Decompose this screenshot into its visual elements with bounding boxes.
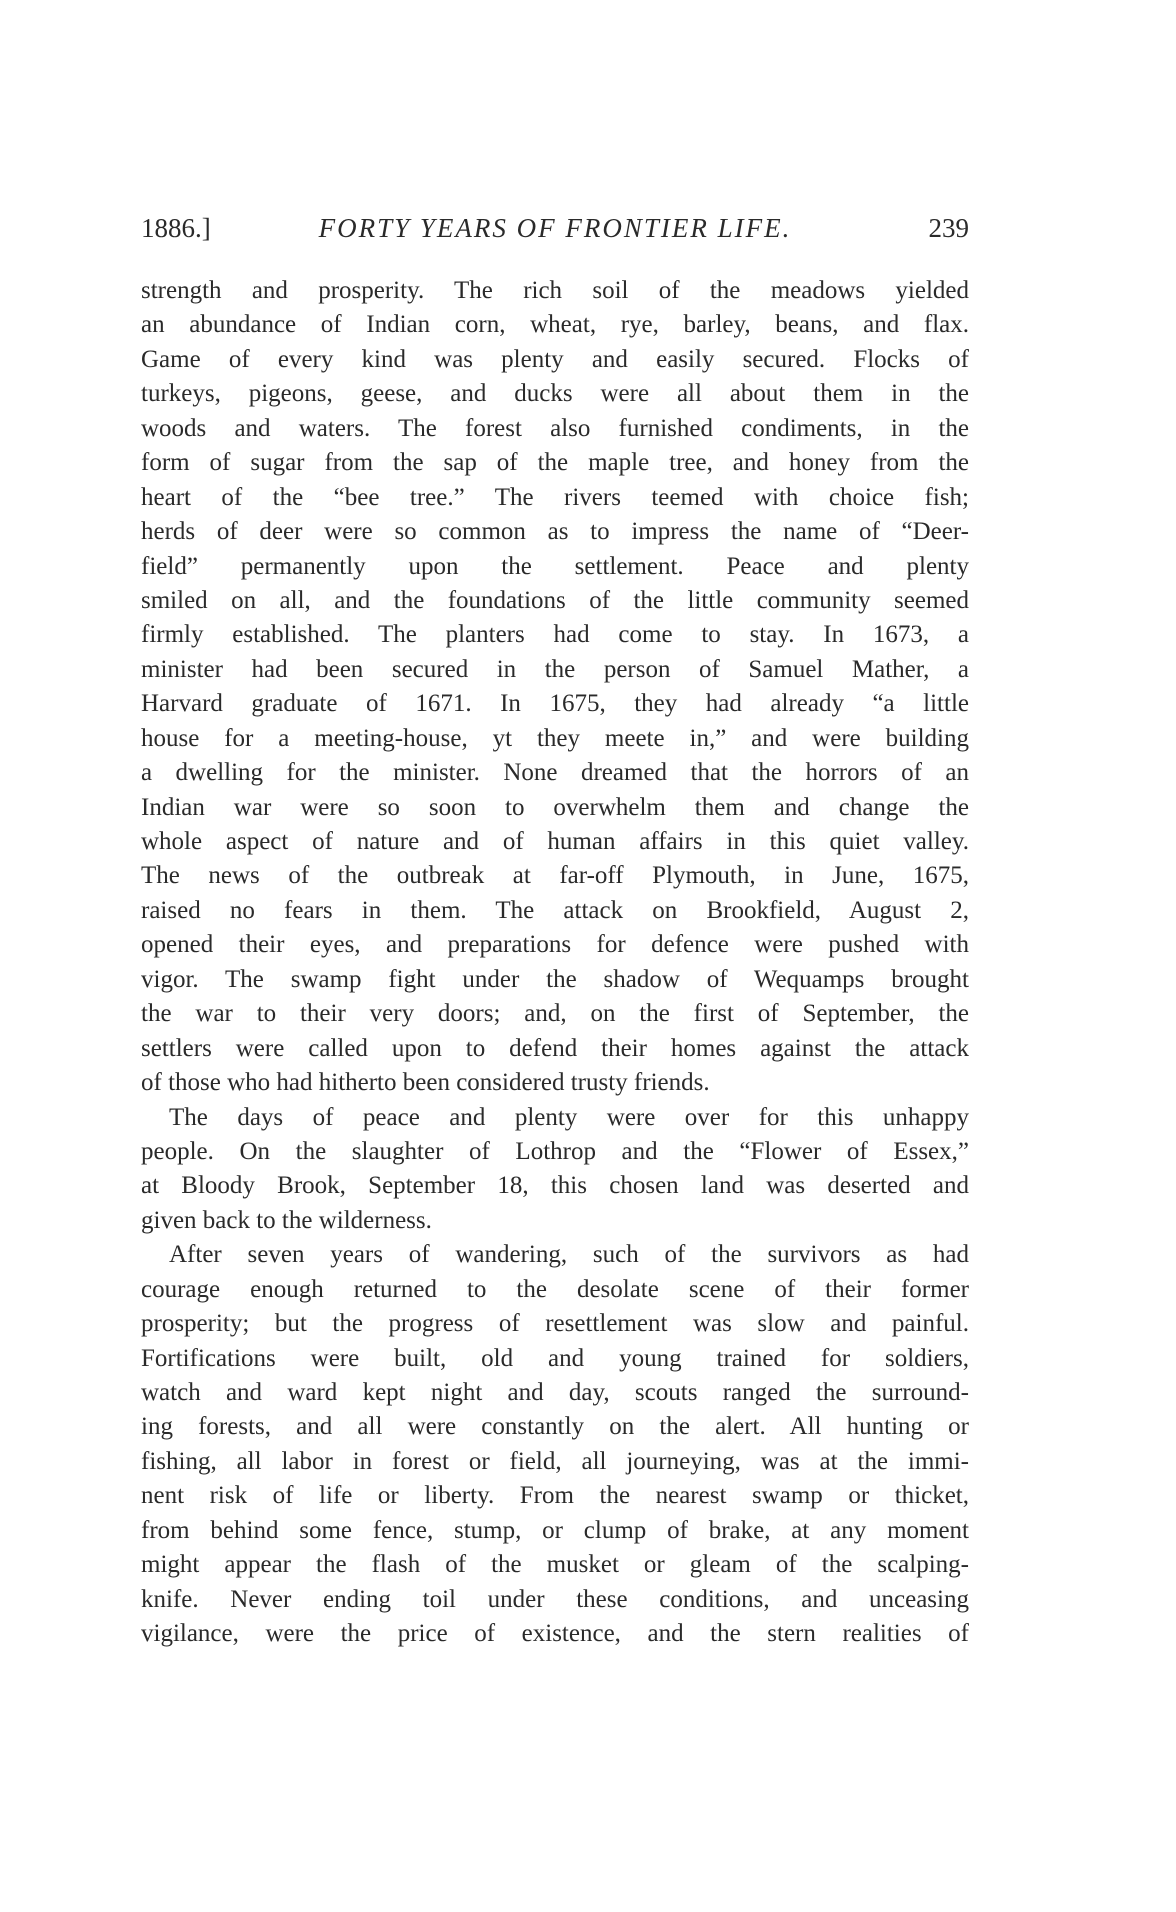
text-line: form of sugar from the sap of the maple tree, and honey from the xyxy=(141,449,969,477)
text-line: Fortifications were built, old and young trained for soldiers, xyxy=(141,1344,969,1372)
text-line: the war to their very doors; and, on the first of September, the xyxy=(141,1000,969,1028)
text-line: watch and ward kept night and day, scouts ranged the surround- xyxy=(141,1379,969,1406)
text-line: raised no fears in them. The attack on Brookfield, August 2, xyxy=(141,896,969,924)
text-line: Indian war were so soon to overwhelm them and change the xyxy=(141,793,969,821)
text-line: knife. Never ending toil under these conditions, and unceasing xyxy=(141,1585,969,1613)
text-line: fishing, all labor in forest or field, all journeying, was at the immi- xyxy=(141,1447,969,1475)
text-line: from behind some fence, stump, or clump of brake, at any moment xyxy=(141,1516,969,1544)
page-number: 239 xyxy=(928,213,969,243)
paragraph-end-line: of those who had hitherto been considered trusty friends. xyxy=(141,1069,710,1097)
text-line: ing forests, and all were constantly on the alert. All hunting or xyxy=(141,1413,969,1441)
text-line: might appear the flash of the musket or gleam of the scalping- xyxy=(141,1551,969,1579)
running-head xyxy=(141,208,969,248)
text-line: opened their eyes, and preparations for defence were pushed with xyxy=(141,931,969,959)
text-line: prosperity; but the progress of resettlement was slow and painful. xyxy=(141,1310,969,1338)
text-line: vigilance, were the price of existence, and the stern realities of xyxy=(141,1620,969,1648)
text-line: nent risk of life or liberty. From the nearest swamp or thicket, xyxy=(141,1482,969,1510)
text-line: a dwelling for the minister. None dreamed that the horrors of an xyxy=(141,759,969,787)
text-line: heart of the “bee tree.” The rivers teemed with choice fish; xyxy=(141,483,969,511)
text-line: courage enough returned to the desolate scene of their former xyxy=(141,1275,969,1303)
text-line: vigor. The swamp fight under the shadow of Wequamps brought xyxy=(141,965,969,993)
text-line: whole aspect of nature and of human affairs in this quiet valley. xyxy=(141,828,969,855)
text-line: settlers were called upon to defend their homes against the attack xyxy=(141,1034,969,1062)
text-line: Game of every kind was plenty and easily secured. Flocks of xyxy=(141,345,969,373)
paragraph-start-line: The days of peace and plenty were over for this unhappy xyxy=(169,1103,969,1131)
paragraph-end-line: given back to the wilderness. xyxy=(141,1206,432,1234)
body-text xyxy=(141,274,969,1652)
text-line: firmly established. The planters had come to stay. In 1673, a xyxy=(141,621,969,649)
header-title: FORTY YEARS OF FRONTIER LIFE. xyxy=(318,213,792,243)
paragraph-start-line: After seven years of wandering, such of the survivors as had xyxy=(169,1241,969,1269)
text-line: an abundance of Indian corn, wheat, rye, barley, beans, and flax. xyxy=(141,311,969,339)
text-line: field” permanently upon the settlement. Peace and plenty xyxy=(141,552,969,580)
text-line: turkeys, pigeons, geese, and ducks were all about them in the xyxy=(141,380,969,408)
header-year: 1886.] xyxy=(141,213,211,243)
text-line: woods and waters. The forest also furnished condiments, in the xyxy=(141,414,969,442)
text-line: The news of the outbreak at far-off Plymouth, in June, 1675, xyxy=(141,862,969,890)
text-line: Harvard graduate of 1671. In 1675, they had already “a little xyxy=(141,690,969,718)
text-line: minister had been secured in the person of Samuel Mather, a xyxy=(141,655,969,683)
text-line: herds of deer were so common as to impress the name of “Deer- xyxy=(141,518,969,546)
text-line: people. On the slaughter of Lothrop and the “Flower of Essex,” xyxy=(141,1137,969,1165)
text-line: smiled on all, and the foundations of the little community seemed xyxy=(141,586,969,614)
text-line: strength and prosperity. The rich soil of the meadows yielded xyxy=(141,277,969,304)
text-line: house for a meeting-house, yt they meete in,” and were building xyxy=(141,724,969,752)
text-line: at Bloody Brook, September 18, this chosen land was deserted and xyxy=(141,1172,969,1200)
